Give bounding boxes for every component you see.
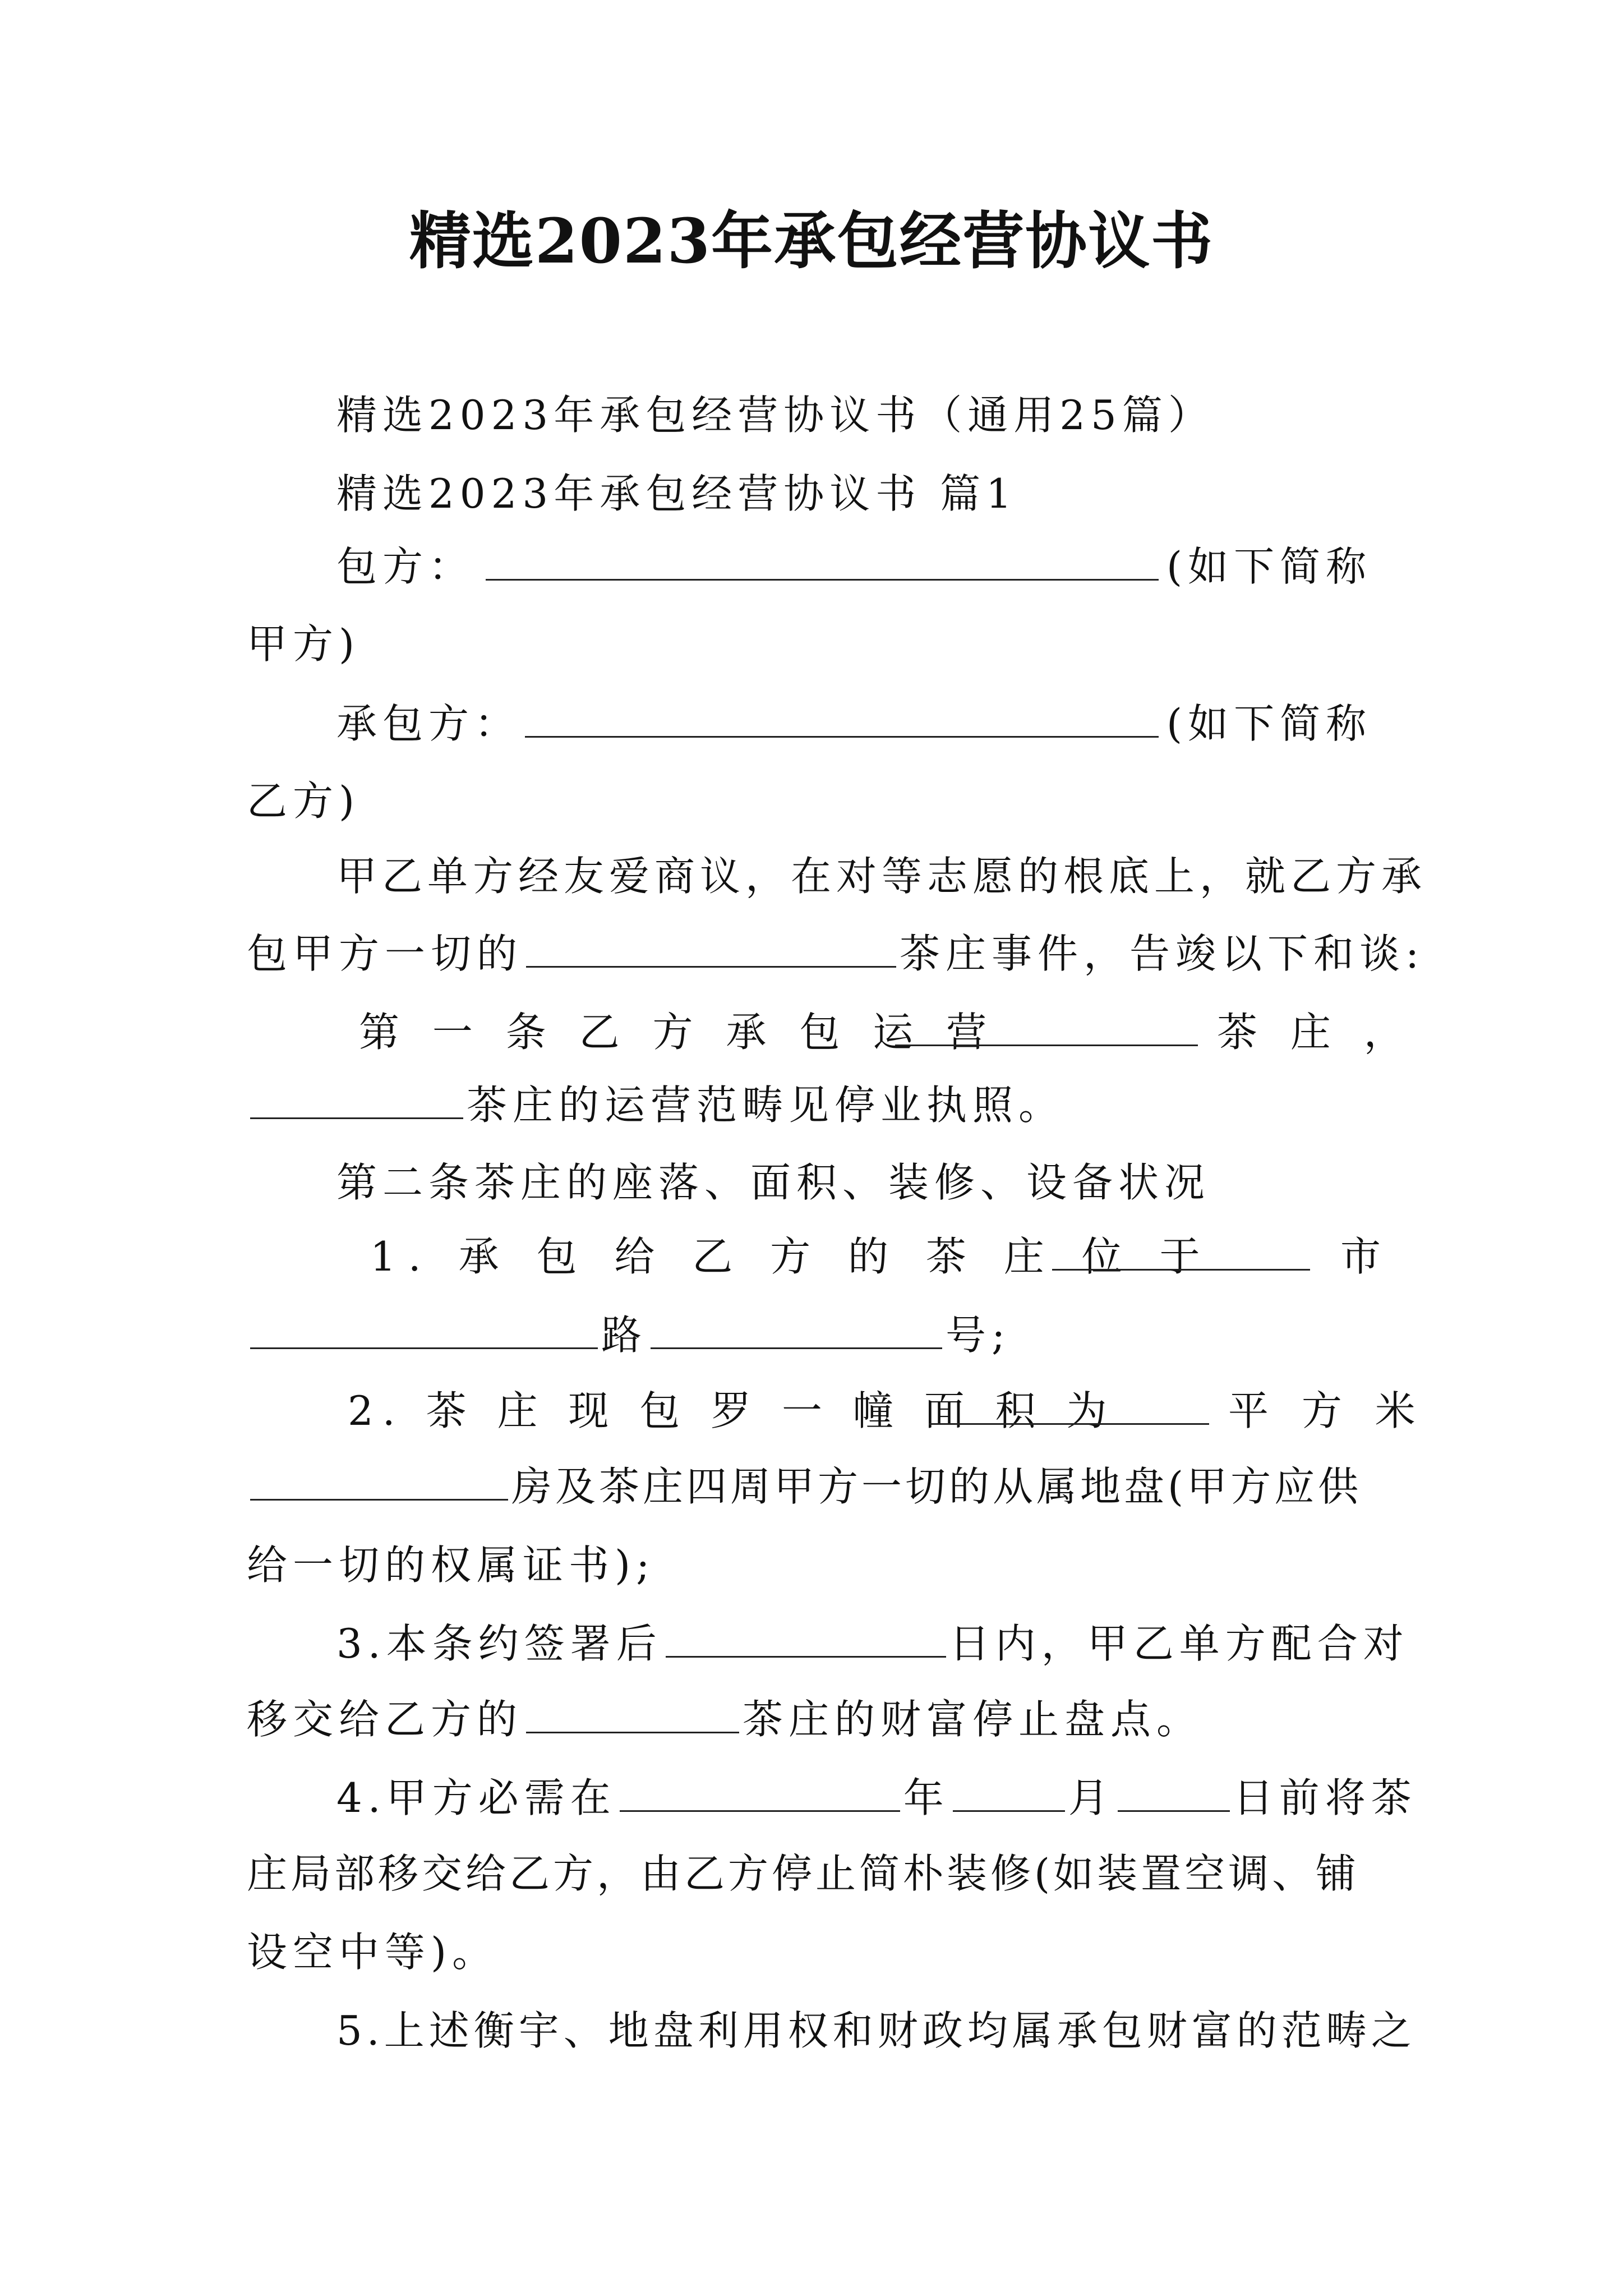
item-1-blank (1049, 1228, 1313, 1285)
item-1-text: 1. 承 包 给 乙 方 的 茶 庄 位 于 (370, 1233, 1212, 1280)
suffix-text: 市 (1340, 1233, 1387, 1280)
item-2-cont-2 (247, 1537, 655, 1593)
item-3-line (336, 1616, 1409, 1672)
blank-field (250, 1077, 463, 1119)
intro-cont-text: 包甲方一切的 (247, 930, 523, 977)
article-2-heading (336, 1154, 1210, 1211)
blank-field (1052, 1228, 1310, 1271)
blank-field (250, 1458, 508, 1501)
item-4-cont-2-text: 设空中等)。 (247, 1929, 499, 1976)
item-5-text: 5.上述衡宇、地盘利用权和财政均属承包财富的范畴之 (336, 2007, 1416, 2054)
road-text: 路 (601, 1312, 648, 1359)
suffix-text: (如下简称 (1166, 543, 1372, 590)
paragraph-subtitle (336, 387, 1214, 443)
item-3-cont-text-2: 茶庄的财富停止盘点。 (743, 1696, 1203, 1743)
blank-field (929, 1383, 1209, 1425)
blank-field (651, 1307, 942, 1349)
blank-field (486, 539, 1159, 581)
item-5-line (336, 2003, 1416, 2059)
document-title: 精选2023年承包经营协议书 (409, 205, 1214, 277)
blank-field (250, 1307, 598, 1349)
party-a-blank (482, 539, 1162, 595)
subtitle-text: 精选2023年承包经营协议书（通用25篇） (336, 392, 1214, 439)
party-a-label: 包方： (336, 543, 475, 590)
month-text: 月 (1068, 1774, 1114, 1821)
intro-cont-text-2: 茶庄事件，告竣以下和谈: (900, 930, 1425, 977)
blank-field (895, 1004, 1198, 1046)
suffix-text: 平 方 米 (1228, 1387, 1426, 1434)
item-4-line (336, 1770, 1417, 1826)
continuation-text: 甲方) (247, 620, 361, 668)
party-a-continuation (247, 616, 360, 672)
article-1-blank (892, 1004, 1201, 1060)
suffix-text: (如下简称 (1166, 700, 1372, 747)
day-text: 日前将茶 (1233, 1774, 1417, 1821)
item-1-cont (247, 1307, 1011, 1363)
article-1-cont (247, 1077, 1064, 1133)
item-3-text-2: 日内，甲乙单方配合对 (949, 1620, 1409, 1667)
party-b-blank (522, 696, 1162, 752)
blank-field (953, 1770, 1065, 1812)
number-text: 号; (946, 1312, 1011, 1359)
blank-field (525, 696, 1159, 738)
blank-field (620, 1770, 900, 1812)
year-text: 年 (903, 1774, 949, 1821)
item-3-cont (247, 1691, 1202, 1747)
item-3-text: 3.本条约签署后 (336, 1620, 662, 1667)
article-1-suffix (1217, 1004, 1414, 1060)
blank-field (526, 926, 896, 968)
item-2-text: 2. 茶 庄 现 包 罗 一 幢 面 积 为 (348, 1387, 1116, 1434)
party-b-suffix (1166, 696, 1372, 752)
party-b-line (336, 696, 520, 752)
item-2-suffix (1228, 1383, 1426, 1439)
item-1-suffix (1340, 1228, 1386, 1285)
article-2-text: 第二条茶庄的座落、面积、装修、设备状况 (336, 1159, 1211, 1206)
intro-text: 甲乙单方经友爱商议，在对等志愿的根底上，就乙方承 (336, 853, 1427, 900)
blank-field (1118, 1770, 1230, 1812)
party-a-suffix (1166, 539, 1372, 595)
continuation-text: 乙方) (247, 777, 361, 825)
article-1-text: 第 一 条 乙 方 承 包 运 营 (359, 1009, 997, 1056)
item-4-cont-2 (247, 1924, 498, 1980)
suffix-text: 茶 庄 ， (1217, 1009, 1414, 1056)
party-b-continuation (247, 773, 360, 829)
paragraph-heading (336, 466, 1017, 522)
item-4-cont (247, 1846, 1359, 1902)
item-4-text: 4.甲方必需在 (336, 1774, 616, 1821)
party-b-label: 承包方： (336, 700, 521, 747)
item-2-blank (925, 1383, 1212, 1439)
item-2-cont-text: 房及茶庄四周甲方一切的从属地盘(甲方应供 (511, 1463, 1362, 1510)
blank-field (666, 1616, 946, 1658)
blank-field (526, 1691, 739, 1733)
paragraph-intro-cont (247, 926, 1424, 982)
article-1-cont-text: 茶庄的运营范畴见停业执照。 (467, 1082, 1065, 1129)
item-2-cont (247, 1458, 1362, 1515)
heading-text: 精选2023年承包经营协议书 篇1 (336, 470, 1017, 517)
paragraph-intro (336, 848, 1427, 904)
item-3-cont-text: 移交给乙方的 (247, 1696, 523, 1743)
party-a-line (336, 539, 474, 595)
item-2-cont-2-text: 给一切的权属证书); (247, 1542, 656, 1589)
item-4-cont-text: 庄局部移交给乙方，由乙方停止简朴装修(如装置空调、铺 (247, 1850, 1360, 1897)
